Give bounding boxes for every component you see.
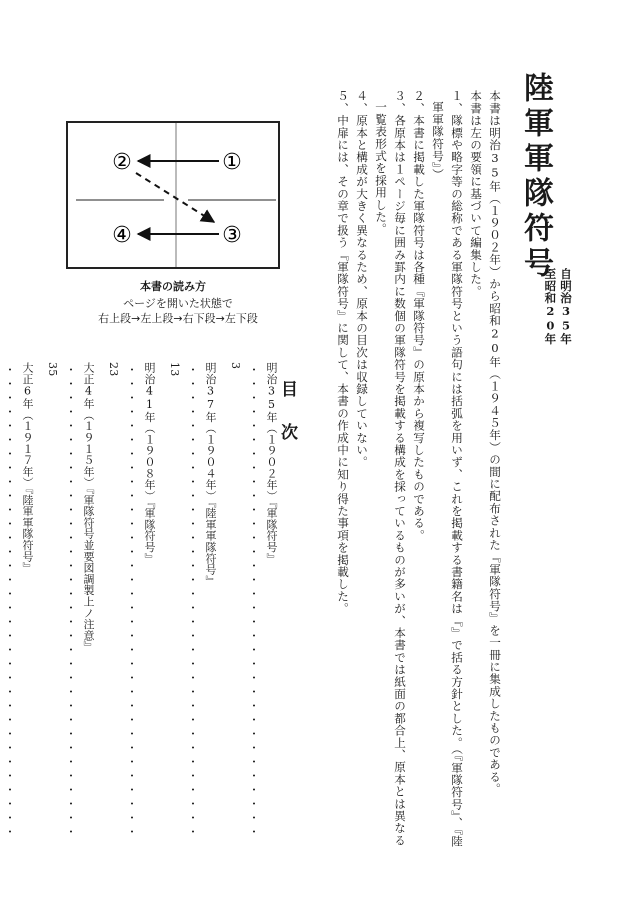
arrow-2-to-3 (136, 173, 214, 222)
toc-leader-dots: ・・・・・・・・・・・・・・・・・・・・・・・・・・・・・・・・・・ (247, 364, 260, 840)
toc-entry (0, 362, 36, 846)
intro-line: 本書は左の要領に基づいて編集した。 (469, 90, 483, 298)
toc-entry-title: 大正4年（１９１５年）『軍隊符号並要図調製上ノ注意』 (82, 362, 95, 653)
intro-line: ２、本書に掲載した軍隊符号は各種『軍隊符号』の原本から複写したものである。 (412, 90, 426, 542)
intro-line: 本書は明治35年（１９０２年）から昭和20年（１９４５年）の間に配布された『軍隊符号』を一冊に集成したものである。 (488, 90, 502, 795)
toc-entry-page: 3 (229, 362, 242, 370)
toc-entry-page: 23 (107, 362, 120, 377)
period-to: 至昭和20年 (543, 268, 558, 345)
diagram-caption-title: 本書の読み方 (140, 280, 206, 293)
diagram-caption-line: ページを開いた状態で (123, 297, 233, 310)
toc-entry-page: 13 (168, 362, 181, 377)
toc-entry (43, 362, 97, 846)
intro-line: 軍軍隊符号』） (431, 101, 445, 181)
intro-notes (334, 90, 504, 848)
toc-leader-dots: ・・・・・・・・・・・・・・・・・・・・・・・・・・・・・・・・・・ (125, 364, 138, 840)
diagram-frame (67, 122, 279, 268)
intro-line: ４、原本と構成が大きく異なるため、原本の目次は収録していない。 (355, 90, 369, 469)
label-2: ② (112, 150, 132, 175)
toc-entry-page: 35 (46, 362, 59, 377)
intro-line: ３、各原本は１ページ毎に囲み罫内に数個の軍隊符号を掲載する構成を採っているものが多いが、本書では紙面の都合上、原本とは異なる (393, 90, 407, 847)
toc-leader-dots: ・・・・・・・・・・・・・・・・・・・・・・・・・・・・・・・・・・ (64, 364, 77, 840)
diagram-caption-line: 右上段→左上段→右下段→左下段 (98, 312, 258, 325)
toc-entry-title: 明治37年（１９０４年）『陸軍軍隊符号』 (204, 362, 217, 587)
label-3: ③ (222, 223, 242, 248)
label-4: ④ (112, 223, 132, 248)
toc-leader-dots: ・・・・・・・・・・・・・・・・・・・・・・・・・・・・・・・・・・ (186, 364, 199, 840)
toc-entry (104, 362, 158, 846)
intro-line: 一覧表形式を採用した。 (374, 101, 388, 236)
toc-entry-title: 明治41年（１９０８年）『軍隊符号』 (143, 362, 156, 564)
period-block (544, 268, 572, 345)
toc-entry-title: 大正6年（１９１７年）『陸軍軍隊符号』 (21, 362, 34, 574)
book-title: 陸軍軍隊符号 (518, 72, 553, 282)
toc-entry (226, 362, 280, 846)
intro-line: ５、中扉には、その章で扱う『軍隊符号』に関して、本書の作成中に知り得た事項を掲載した。 (336, 90, 350, 615)
period-from: 自明治35年 (559, 268, 573, 345)
toc-entry (165, 362, 219, 846)
intro-line: １、隊標や略字等の総称である軍隊符号という語句には括弧を用いず、これを掲載する書籍名は『』で括る方針とした。（『軍隊符号』、『陸 (450, 90, 464, 848)
toc-leader-dots: ・・・・・・・・・・・・・・・・・・・・・・・・・・・・・・・・・・ (3, 364, 16, 840)
reading-order-diagram (66, 121, 280, 269)
toc-title: 目次 (277, 380, 297, 466)
label-1: ① (222, 150, 242, 175)
table-of-contents (0, 362, 280, 846)
toc-entry-title: 明治35年（１９０２年）『軍隊符号』 (265, 362, 278, 564)
